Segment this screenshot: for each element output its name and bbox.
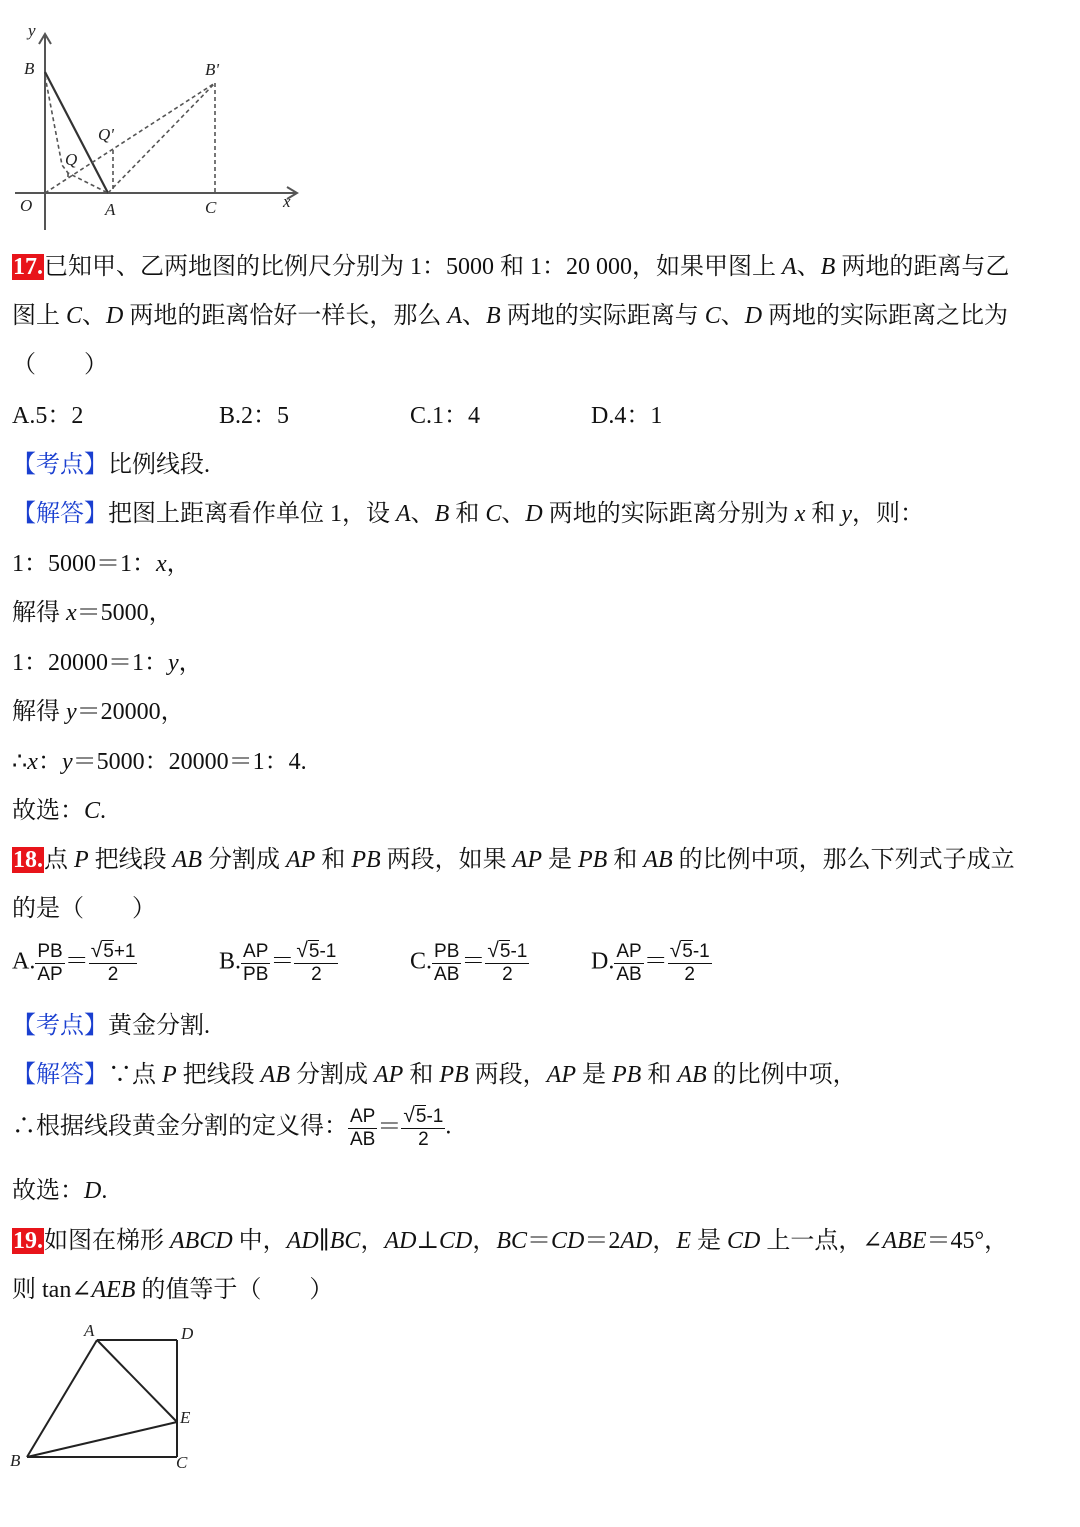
math-variable: C [84, 798, 101, 824]
numerator: PB [434, 940, 460, 962]
text-segment: 是 [691, 1228, 728, 1254]
text-segment: 中， [232, 1228, 287, 1254]
sqrt-icon: √ [669, 939, 682, 962]
math-variable: CD [551, 1228, 585, 1254]
numerator: AP [350, 1105, 376, 1127]
q18-option-d [591, 940, 712, 986]
sign-term: -1 [319, 941, 337, 962]
q17-line-1 [12, 252, 1009, 282]
text-segment: 已知甲、乙两地图的比例尺分别为 1：5000 和 1：20 000，如果甲图上 [44, 254, 782, 280]
text-segment: ＝5000， [76, 600, 173, 626]
math-variable: D [84, 1178, 102, 1204]
text-segment: 是 [541, 847, 578, 873]
equals-sign: ＝ [377, 1113, 402, 1140]
math-variable: y [841, 501, 853, 527]
text-segment: 、 [796, 254, 821, 280]
math-variable: y [66, 699, 77, 725]
text-segment: 两地的距离恰好一样长，那么 [123, 303, 448, 329]
fraction-left [348, 1106, 377, 1151]
kaodian-tag: 【考点】 [12, 1013, 108, 1039]
denominator: 2 [107, 964, 119, 985]
math-variable: AD [620, 1228, 653, 1254]
math-variable: B [486, 303, 501, 329]
math-variable: PB [351, 847, 381, 873]
kaodian-text: 比例线段. [108, 452, 210, 478]
text-segment: ＝2 [584, 1228, 621, 1254]
jieda-tag: 【解答】 [12, 501, 108, 527]
text-segment: 1：5000＝1： [12, 551, 156, 577]
text-line [44, 1228, 1008, 1254]
text-line [12, 798, 106, 824]
denominator: AB [616, 963, 642, 985]
math-variable: D [106, 303, 124, 329]
fraction-right [294, 940, 338, 986]
label-B: B [24, 59, 35, 78]
math-variable: AP [512, 847, 542, 873]
q18-line-2 [12, 894, 156, 924]
math-variable: E [676, 1228, 692, 1254]
equals-sign: ＝ [461, 948, 486, 975]
radicand: 5 [499, 941, 511, 962]
label-y: y [28, 21, 36, 40]
text-segment: 故选： [12, 1178, 84, 1204]
segment-BE [27, 1422, 177, 1457]
text-segment: 图上 [12, 303, 66, 329]
math-variable: x [794, 501, 806, 527]
math-variable: AD [286, 1228, 319, 1254]
text-line [108, 1062, 857, 1088]
denominator: 2 [418, 1129, 429, 1150]
radicand: 5 [682, 941, 693, 962]
text-line [12, 551, 191, 577]
text-segment: 上一点，∠ [760, 1228, 883, 1254]
coordinate-figure [0, 0, 320, 235]
fraction-right [668, 940, 712, 986]
text-segment: 的值等于（ ） [135, 1277, 334, 1303]
q18-line-1 [12, 845, 1015, 875]
math-variable: y [168, 650, 179, 676]
label-E: E [180, 1408, 191, 1427]
text-segment: ＝5000：20000＝1：4. [72, 749, 307, 775]
math-variable: AB [260, 1062, 290, 1088]
math-variable: C [66, 303, 83, 329]
q18-answer [12, 1176, 107, 1206]
math-variable: x [156, 551, 167, 577]
math-variable: BC [329, 1228, 361, 1254]
math-variable: CD [727, 1228, 761, 1254]
numerator: PB [37, 940, 63, 962]
text-segment: 和 [607, 847, 644, 873]
label-C: C [176, 1453, 188, 1472]
text-line [12, 896, 156, 922]
text-segment: 解得 [12, 699, 66, 725]
equals-sign: ＝ [64, 948, 89, 975]
text-segment: 和 [315, 847, 352, 873]
text-segment: 把线段 [176, 1062, 261, 1088]
text-segment: . [101, 1178, 108, 1204]
q17-answer [12, 796, 106, 826]
math-variable: B [434, 501, 450, 527]
text-line [12, 303, 1008, 329]
sqrt-icon: √ [487, 939, 499, 962]
denominator: AB [434, 963, 460, 985]
math-variable: C [485, 501, 502, 527]
text-line [108, 501, 924, 527]
label-D: D [181, 1324, 194, 1343]
option-label: D. [591, 948, 615, 975]
q17-jieda [12, 499, 924, 529]
text-segment: 故选： [12, 798, 84, 824]
text-segment: 分割成 [290, 1062, 374, 1088]
q18-option-a [12, 940, 137, 986]
fraction-left [35, 941, 64, 986]
numerator [294, 940, 338, 964]
text-segment: ⊥ [416, 1228, 440, 1254]
math-variable: P [74, 847, 89, 873]
math-variable: AB [172, 847, 202, 873]
math-variable: D [744, 303, 763, 329]
option-label: A. [12, 948, 36, 975]
text-segment: 、 [82, 303, 107, 329]
text-segment: 、 [720, 303, 745, 329]
text-segment: ＝ [527, 1228, 552, 1254]
fraction-left [432, 941, 461, 986]
segment-AE [97, 1340, 177, 1422]
fraction-left [241, 941, 270, 986]
label-O: O [20, 196, 33, 215]
text-segment: 两段，如果 [380, 847, 513, 873]
math-variable: PB [577, 847, 608, 873]
q17-line-3 [12, 350, 108, 380]
text-segment: 、 [501, 501, 526, 527]
trapezoid-figure [0, 1315, 220, 1485]
q17-step-5 [12, 747, 307, 777]
math-variable: x [27, 749, 38, 775]
label-C: C [205, 198, 217, 217]
text-segment: （ ） [12, 352, 108, 378]
text-segment: ∥ [318, 1228, 330, 1254]
denominator: 2 [311, 964, 322, 985]
text-line [12, 699, 185, 725]
jieda-tag: 【解答】 [12, 1062, 108, 1088]
label-A: A [84, 1321, 95, 1340]
q18-option-b [219, 940, 338, 986]
math-variable: A [447, 303, 463, 329]
question-number-badge: 17. [13, 254, 43, 280]
math-variable: B [820, 254, 836, 280]
label-A: A [105, 200, 116, 219]
q17-option-c: C.1：4 [410, 403, 481, 429]
denominator: AB [350, 1128, 376, 1150]
numerator: AP [243, 940, 269, 962]
text-segment: 两地的实际距离分别为 [542, 501, 795, 527]
math-variable: A [396, 501, 411, 527]
text-segment: 、 [462, 303, 487, 329]
math-variable: y [61, 749, 73, 775]
text-segment: 分割成 [202, 847, 286, 873]
conclusion-suffix: . [445, 1113, 452, 1140]
math-variable: AB [643, 847, 673, 873]
text-segment: ： [37, 749, 62, 775]
label-B: B [10, 1451, 21, 1470]
text-line [44, 254, 1009, 280]
text-segment: 则 tan∠ [12, 1277, 92, 1303]
sign-term: -1 [692, 941, 710, 962]
conclusion-prefix: ∴根据线段黄金分割的定义得： [12, 1113, 348, 1140]
text-segment: ， [166, 551, 191, 577]
text-segment: . [100, 798, 107, 824]
q19-line-1 [12, 1226, 1008, 1256]
math-variable: P [162, 1062, 177, 1088]
text-segment: 1：20000＝1： [12, 650, 168, 676]
text-segment: ∴ [12, 749, 28, 775]
q18-option-c [410, 940, 529, 986]
text-segment: ， [472, 1228, 497, 1254]
q17-step-2 [12, 598, 173, 628]
math-variable: AP [546, 1062, 576, 1088]
sign-term: -1 [510, 941, 528, 962]
option-label: C. [410, 948, 433, 975]
question-number-badge: 19. [13, 1228, 43, 1254]
q17-step-1 [12, 549, 191, 579]
math-variable: A [782, 254, 797, 280]
text-line [12, 600, 173, 626]
math-variable: AP [374, 1062, 404, 1088]
option-label: B. [219, 948, 242, 975]
text-segment: ， [652, 1228, 677, 1254]
q17-option-b: B.2：5 [219, 403, 290, 429]
math-variable: AEB [91, 1277, 136, 1303]
math-variable: ABCD [170, 1228, 233, 1254]
text-segment: 如图在梯形 [44, 1228, 170, 1254]
text-segment: 和 [449, 501, 486, 527]
q17-kaodian [12, 450, 210, 480]
text-segment: 和 [403, 1062, 440, 1088]
radicand: 5 [103, 941, 114, 962]
equals-sign: ＝ [270, 948, 295, 975]
numerator [485, 940, 529, 964]
text-segment: 把图上距离看作单位 1，设 [108, 501, 396, 527]
numerator [89, 940, 138, 964]
math-variable: BC [496, 1228, 528, 1254]
fraction-right [89, 940, 138, 986]
text-line [12, 1277, 333, 1303]
segment-BA [27, 1340, 97, 1457]
numerator [668, 940, 712, 964]
text-segment: 和 [641, 1062, 678, 1088]
radicand: 5 [415, 1106, 427, 1127]
numerator: AP [616, 940, 642, 962]
label-x: x [283, 192, 291, 211]
math-variable: AD [384, 1228, 417, 1254]
denominator: 2 [684, 964, 695, 985]
q17-option-d: D.4：1 [591, 403, 663, 429]
dashed-lines [45, 76, 215, 193]
kaodian-text: 黄金分割. [108, 1013, 210, 1039]
q17-option-a: A.5：2 [12, 403, 84, 429]
text-segment: 的是（ ） [12, 896, 156, 922]
math-variable: AP [286, 847, 316, 873]
math-variable: PB [611, 1062, 642, 1088]
math-variable: CD [439, 1228, 473, 1254]
label-Q-prime: Q' [98, 125, 114, 144]
text-segment: ， [360, 1228, 385, 1254]
text-line [12, 352, 108, 378]
math-variable: x [66, 600, 77, 626]
radicand: 5 [308, 941, 320, 962]
question-number-badge: 18. [13, 847, 43, 873]
fraction-right [401, 1105, 445, 1151]
text-line [44, 847, 1015, 873]
math-variable: ABE [882, 1228, 927, 1254]
math-variable: AB [677, 1062, 707, 1088]
sqrt-icon: √ [90, 939, 103, 962]
text-line [12, 749, 307, 775]
fraction-left [614, 941, 643, 986]
sqrt-icon: √ [296, 939, 308, 962]
sign-term: +1 [113, 941, 136, 962]
denominator: AP [37, 963, 63, 985]
math-variable: PB [439, 1062, 469, 1088]
label-Q: Q [65, 150, 78, 169]
q18-jieda [12, 1060, 857, 1090]
math-variable: C [704, 303, 721, 329]
text-segment: 把线段 [88, 847, 173, 873]
denominator: 2 [502, 964, 513, 985]
denominator: PB [243, 963, 269, 985]
text-segment: 两地的实际距离与 [500, 303, 705, 329]
text-segment: ∵点 [108, 1062, 162, 1088]
text-segment: ， [178, 650, 203, 676]
q17-line-2 [12, 301, 1008, 331]
text-segment: ＝45°， [926, 1228, 1009, 1254]
text-line [12, 650, 203, 676]
sign-term: -1 [426, 1106, 444, 1127]
conclusion-formula [348, 1104, 445, 1150]
text-segment: 两地的距离与乙 [835, 254, 1010, 280]
q18-kaodian [12, 1011, 210, 1041]
sqrt-icon: √ [403, 1104, 415, 1127]
q18-conclusion [12, 1105, 451, 1151]
text-segment: 两段， [468, 1062, 547, 1088]
fraction-right [485, 940, 529, 986]
text-line [12, 1178, 107, 1204]
text-segment: ，则： [852, 501, 925, 527]
text-segment: 点 [44, 847, 74, 873]
text-segment: 的比例中项， [706, 1062, 857, 1088]
q17-step-3 [12, 648, 203, 678]
text-segment: 解得 [12, 600, 66, 626]
text-segment: ＝20000， [76, 699, 185, 725]
q19-line-2 [12, 1275, 333, 1305]
text-segment: 和 [805, 501, 842, 527]
equals-sign: ＝ [643, 948, 668, 975]
text-segment: 的比例中项，那么下列式子成立 [672, 847, 1015, 873]
label-B-prime: B' [205, 60, 220, 79]
math-variable: D [525, 501, 543, 527]
text-segment: 、 [410, 501, 435, 527]
q17-step-4 [12, 697, 185, 727]
text-segment: 是 [575, 1062, 612, 1088]
numerator [401, 1105, 445, 1129]
text-segment: 两地的实际距离之比为 [762, 303, 1009, 329]
kaodian-tag: 【考点】 [12, 452, 108, 478]
